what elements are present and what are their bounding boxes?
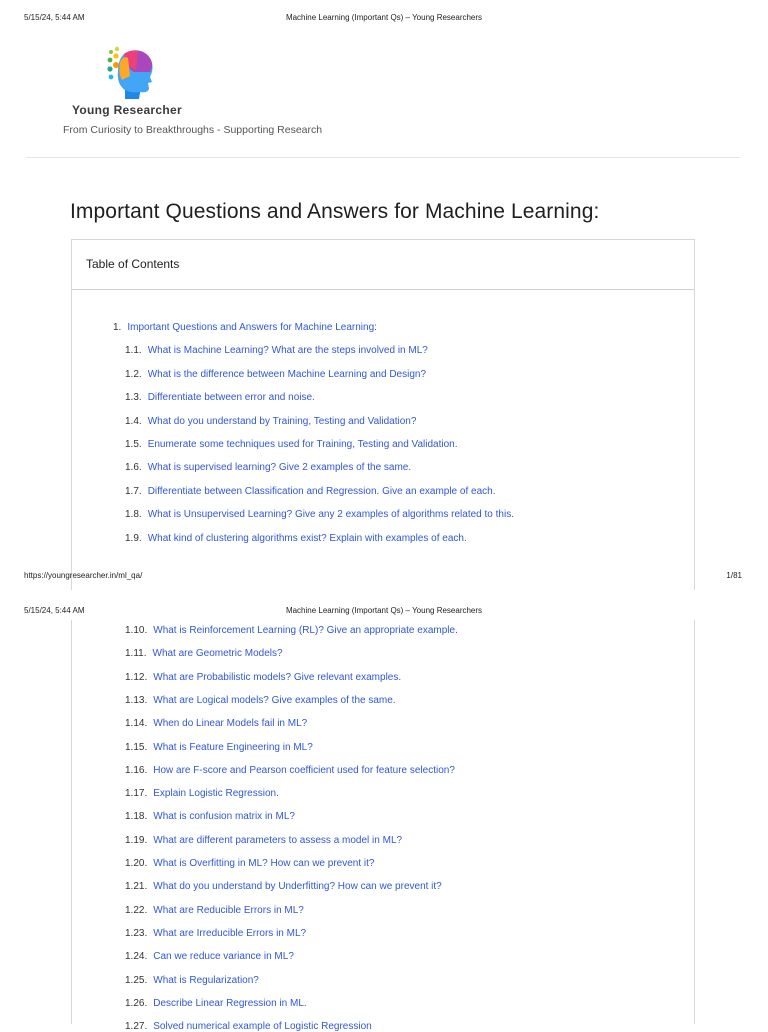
toc-link[interactable]: What are different parameters to assess a model in ML? [153, 834, 403, 846]
toc-item[interactable] [125, 998, 307, 1009]
print-page-number: 1/81 [726, 571, 742, 580]
toc-item[interactable] [125, 975, 259, 986]
toc-item-number: 1.20. [125, 858, 148, 869]
toc-item-number: 1.4. [125, 415, 142, 427]
toc-item[interactable] [125, 835, 402, 846]
print-url: https://youngresearcher.in/ml_qa/ [24, 571, 143, 580]
toc-item-number: 1. [113, 322, 122, 333]
toc-item-number: 1.16. [125, 764, 148, 776]
toc-item-number: 1.25. [125, 974, 148, 986]
toc-item[interactable] [125, 811, 295, 822]
toc-link[interactable]: Differentiate between Classification and Regression. Give an example of each. [147, 485, 496, 497]
toc-item[interactable] [125, 718, 307, 729]
toc-link[interactable]: What are Reducible Errors in ML? [153, 904, 304, 916]
toc-item[interactable] [125, 533, 467, 544]
toc-link[interactable]: What is supervised learning? Give 2 examples of the same. [147, 462, 412, 474]
print-header [0, 13, 768, 27]
toc-item[interactable] [125, 672, 401, 683]
toc-item[interactable] [125, 928, 306, 939]
toc-link[interactable]: What is Machine Learning? What are the steps involved in ML? [147, 345, 428, 357]
toc-item[interactable] [125, 742, 313, 753]
toc-link[interactable]: What is Unsupervised Learning? Give any 2 examples of algorithms related to this. [147, 509, 514, 521]
toc-item[interactable] [125, 369, 426, 380]
toc-link[interactable]: What are Logical models? Give examples of the same. [153, 694, 396, 706]
toc-item[interactable] [125, 625, 458, 636]
toc-item-number: 1.3. [125, 392, 142, 404]
toc-link[interactable]: What is the difference between Machine Learning and Design? [147, 368, 427, 380]
print-date: 5/15/24, 5:44 AM [24, 13, 85, 22]
toc-item[interactable] [125, 345, 428, 356]
toc-link[interactable]: Differentiate between error and noise. [147, 392, 315, 404]
toc-link[interactable]: Enumerate some techniques used for Training, Testing and Validation. [147, 439, 458, 450]
toc-item-number: 1.9. [125, 532, 142, 544]
toc-link[interactable]: What is Overfitting in ML? How can we prevent it? [153, 858, 375, 869]
toc-link[interactable]: What are Geometric Models? [152, 648, 283, 660]
print-header [0, 606, 768, 620]
toc-item[interactable] [113, 322, 377, 333]
toc-item[interactable] [125, 905, 304, 916]
toc-item-number: 1.22. [125, 904, 148, 916]
toc-item[interactable] [125, 648, 283, 659]
header-divider [26, 157, 740, 158]
human-head-profile-icon[interactable] [106, 46, 156, 100]
toc-heading[interactable]: Table of Contents [72, 240, 694, 290]
toc-link[interactable]: Describe Linear Regression in ML. [153, 997, 307, 1009]
toc-item-number: 1.23. [125, 927, 148, 939]
toc-link[interactable]: What kind of clustering algorithms exist? Explain with examples of each. [147, 532, 467, 544]
toc-link[interactable]: What do you understand by Training, Testing and Validation? [147, 415, 417, 427]
toc-item-number: 1.12. [125, 671, 148, 683]
site-name[interactable]: Young Researcher [72, 103, 182, 117]
toc-item-number: 1.18. [125, 811, 148, 823]
toc-item-number: 1.1. [125, 345, 142, 357]
toc-item[interactable] [125, 486, 495, 497]
toc-link[interactable]: What is Feature Engineering in ML? [153, 741, 313, 753]
toc-link[interactable]: What is Regularization? [153, 974, 259, 986]
toc-item[interactable] [125, 509, 514, 520]
toc-item[interactable] [125, 788, 279, 799]
toc-link[interactable]: Can we reduce variance in ML? [153, 951, 294, 963]
toc-item[interactable] [125, 462, 411, 473]
toc-link[interactable]: What do you understand by Underfitting? How can we prevent it? [153, 881, 442, 893]
toc-item-number: 1.26. [125, 997, 148, 1009]
toc-item-number: 1.6. [125, 462, 142, 474]
print-date: 5/15/24, 5:44 AM [24, 606, 85, 615]
print-doc-title: Machine Learning (Important Qs) – Young Researchers [285, 606, 483, 615]
toc-item[interactable] [125, 416, 416, 427]
toc-item[interactable] [125, 1021, 372, 1032]
toc-item-number: 1.10. [125, 625, 148, 636]
toc-item[interactable] [125, 881, 442, 892]
toc-link[interactable]: Explain Logistic Regression. [153, 788, 279, 800]
toc-item[interactable] [125, 858, 374, 869]
toc-item[interactable] [125, 951, 294, 962]
toc-link[interactable]: What is Reinforcement Learning (RL)? Give an appropriate example. [153, 625, 458, 636]
article-title: Important Questions and Answers for Machine Learning: [70, 200, 600, 223]
toc-link[interactable]: When do Linear Models fail in ML? [153, 718, 308, 730]
toc-link[interactable]: Important Questions and Answers for Machine Learning: [127, 322, 377, 333]
toc-link[interactable]: What is confusion matrix in ML? [153, 811, 295, 823]
toc-link[interactable]: How are F-score and Pearson coefficient used for feature selection? [153, 764, 455, 776]
site-tagline: From Curiosity to Breakthroughs - Supporting Research [63, 124, 323, 136]
toc-item[interactable] [125, 695, 396, 706]
toc-item-number: 1.14. [125, 718, 148, 730]
toc-item-number: 1.27. [125, 1021, 148, 1032]
toc-item[interactable] [125, 439, 458, 450]
toc-item-number: 1.15. [125, 741, 148, 753]
toc-item[interactable] [125, 392, 315, 403]
toc-link[interactable]: What are Probabilistic models? Give relevant examples. [153, 671, 402, 683]
toc-item-number: 1.24. [125, 951, 148, 963]
toc-item-number: 1.7. [125, 485, 142, 497]
toc-item-number: 1.17. [125, 788, 148, 800]
print-doc-title: Machine Learning (Important Qs) – Young Researchers [285, 13, 483, 22]
toc-item[interactable] [125, 765, 455, 776]
toc-item-number: 1.13. [125, 694, 148, 706]
toc-link[interactable]: Solved numerical example of Logistic Regression [153, 1021, 372, 1032]
toc-item-number: 1.19. [125, 834, 148, 846]
toc-item-number: 1.11. [125, 648, 147, 660]
print-footer [0, 571, 768, 583]
toc-item-number: 1.21. [125, 881, 148, 893]
toc-item-number: 1.8. [125, 509, 142, 521]
toc-item-number: 1.5. [125, 439, 142, 450]
toc-link[interactable]: What are Irreducible Errors in ML? [153, 927, 307, 939]
toc-item-number: 1.2. [125, 368, 142, 380]
